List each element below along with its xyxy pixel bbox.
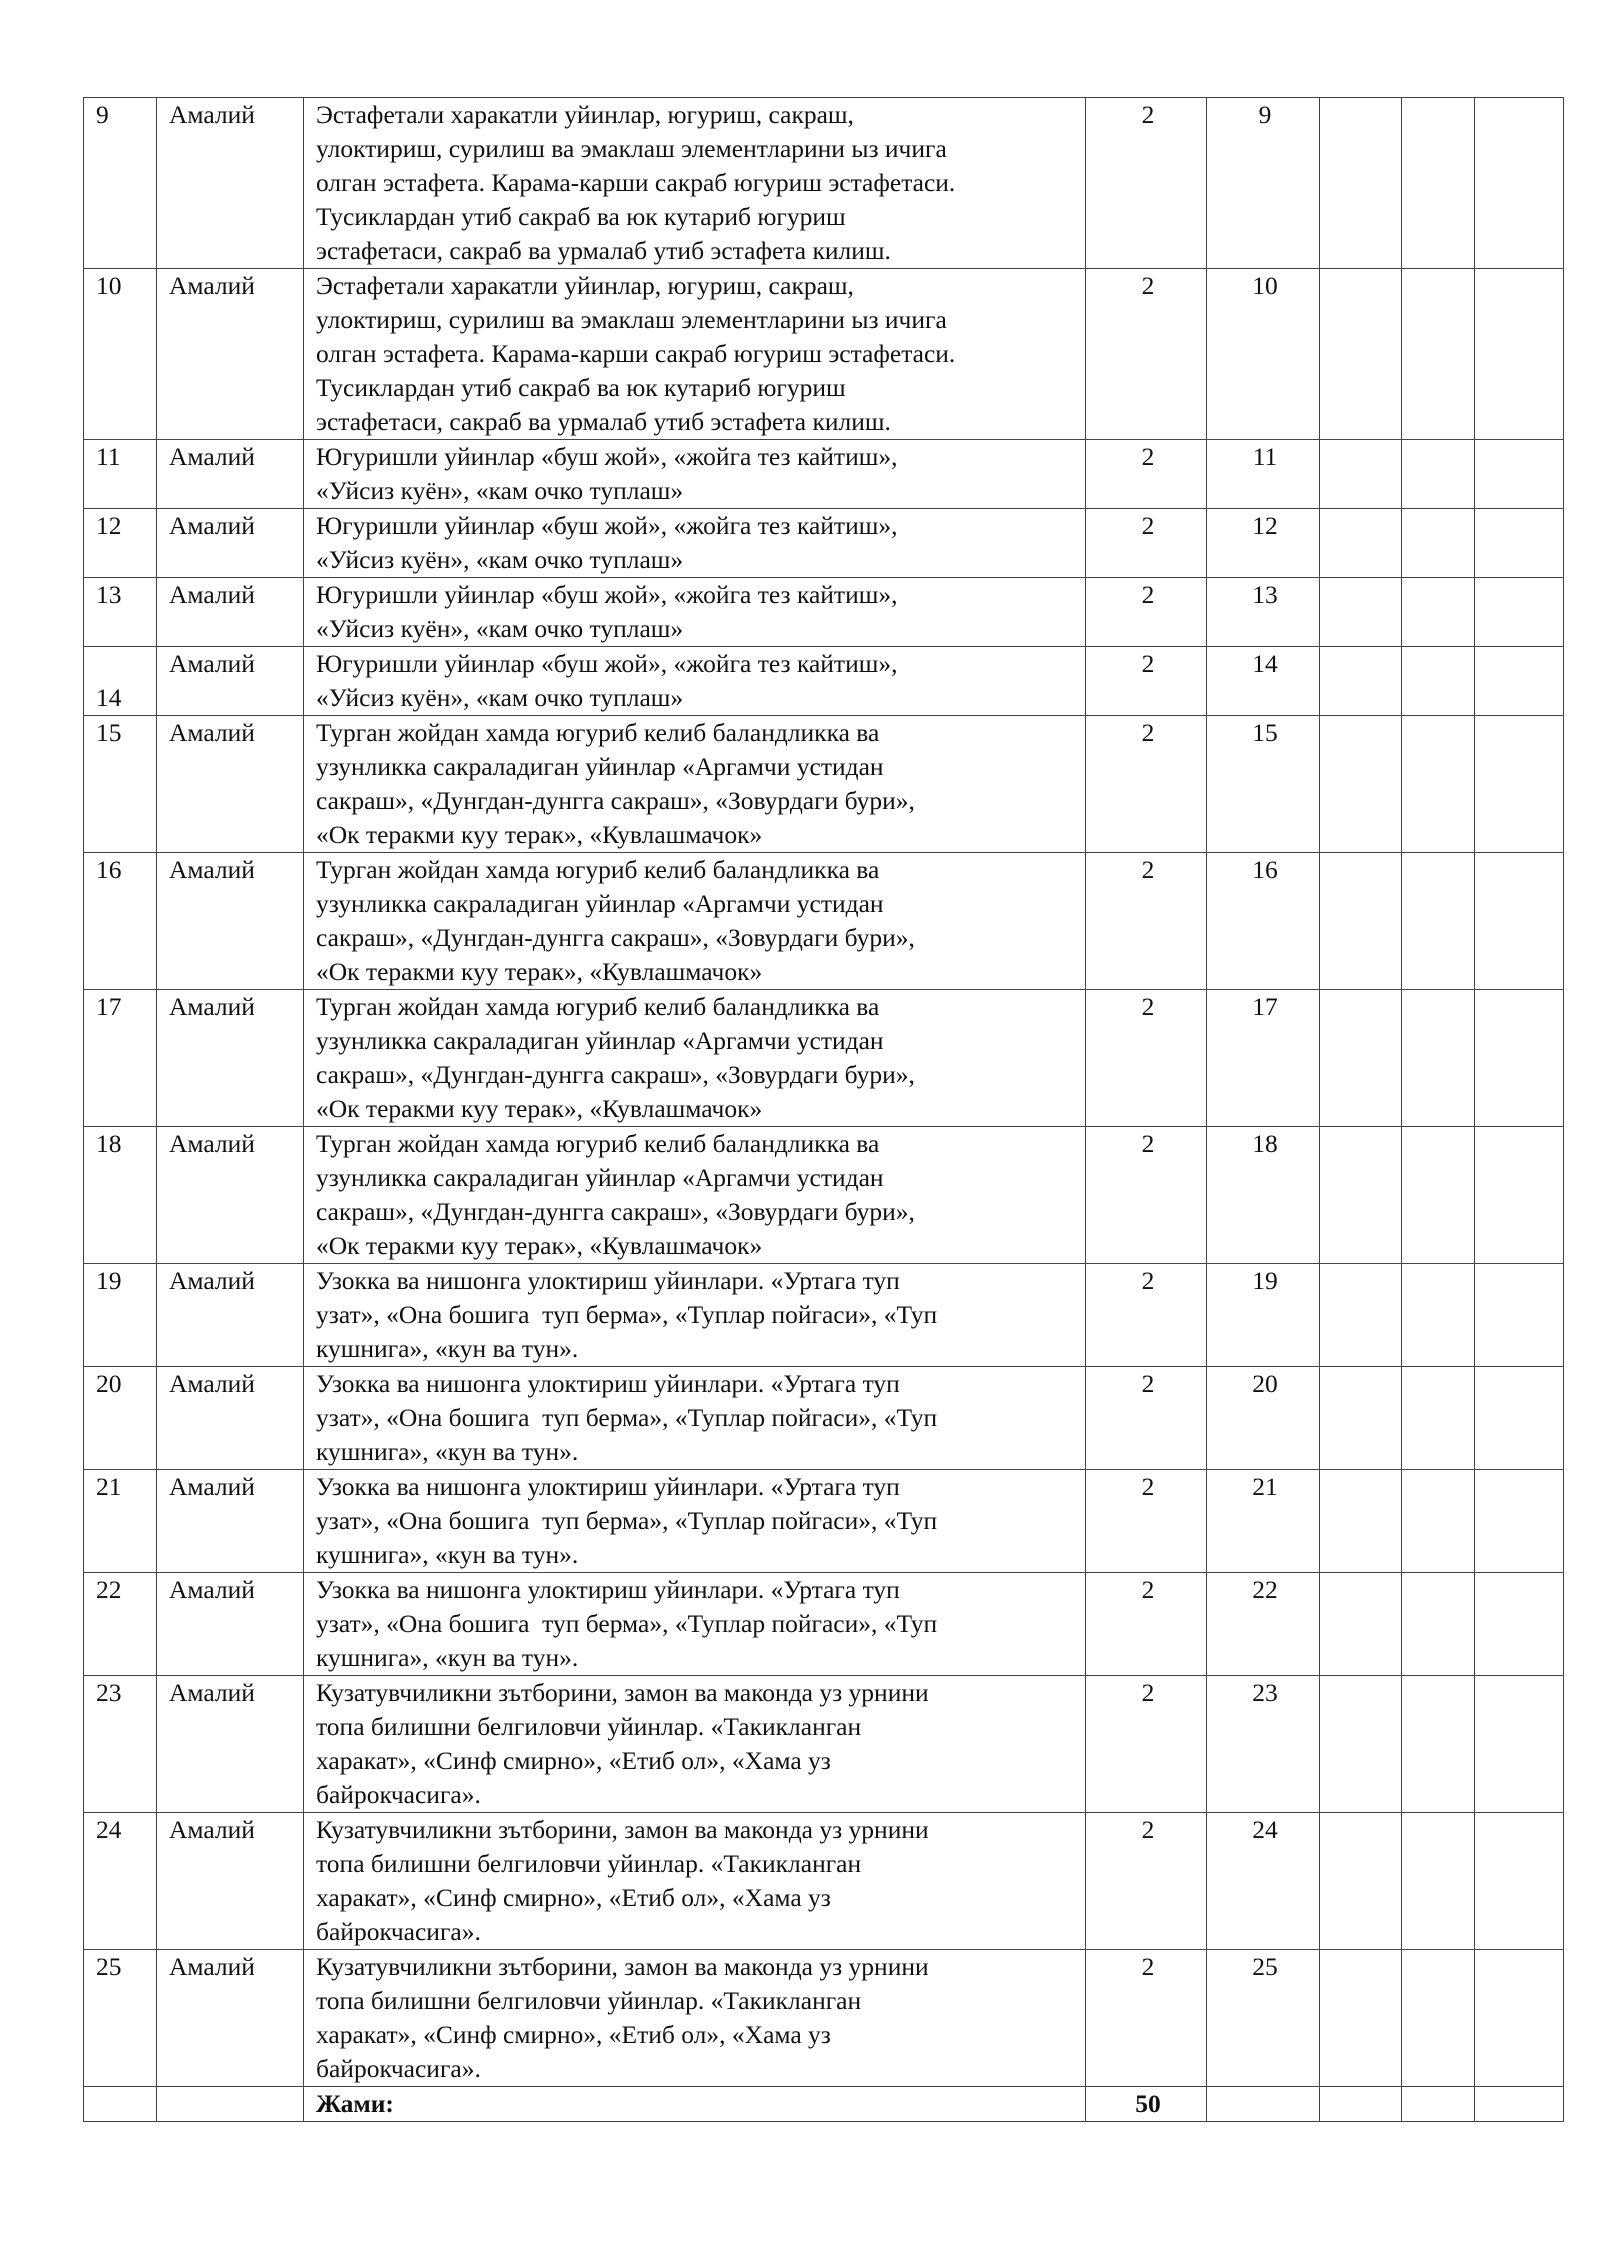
row-number: 17 — [84, 990, 157, 1127]
empty-cell — [1475, 1470, 1564, 1573]
lesson-topic — [304, 1367, 1086, 1470]
table-row — [84, 1573, 1564, 1676]
empty-cell — [1320, 716, 1402, 853]
topic-line: «Ок теракми куу терак», «Кувлашмачок» — [316, 1094, 763, 1123]
topic-line: олган эстафета. Карама-карши сакраб югуриш эстафетаси. — [316, 168, 956, 197]
lesson-type: Амалий — [157, 1470, 304, 1573]
topic-line: Тусиклардан утиб сакраб ва юк кутариб югуриш — [316, 373, 846, 402]
empty-cell — [1320, 1950, 1402, 2087]
empty-cell — [1320, 98, 1402, 269]
topic-line: топа билишни белгиловчи уйинлар. «Такикланган — [316, 1849, 862, 1878]
row-number: 23 — [84, 1676, 157, 1813]
topic-line: топа билишни белгиловчи уйинлар. «Такикланган — [316, 1986, 862, 2015]
lesson-topic — [304, 1127, 1086, 1264]
empty-cell — [1475, 1127, 1564, 1264]
lesson-type: Амалий — [157, 1127, 304, 1264]
topic-line: Узокка ва нишонга улоктириш уйинлари. «Уртага туп — [316, 1575, 900, 1604]
topic-line: байрокчасига». — [316, 2054, 481, 2083]
empty-cell — [1402, 1367, 1475, 1470]
topic-line: Югуришли уйинлар «буш жой», «жойга тез кайтиш», — [316, 649, 898, 678]
empty-cell — [1475, 1676, 1564, 1813]
lesson-sequence: 23 — [1207, 1676, 1320, 1813]
lesson-sequence: 10 — [1207, 269, 1320, 440]
lesson-plan-table — [83, 97, 1564, 2122]
empty-cell — [1402, 98, 1475, 269]
topic-line: сакраш», «Дунгдан-дунгга сакраш», «Зовурдаги бури», — [316, 923, 915, 952]
lesson-topic — [304, 98, 1086, 269]
table-row — [84, 1676, 1564, 1813]
lesson-topic — [304, 1676, 1086, 1813]
empty-cell — [1402, 1950, 1475, 2087]
lesson-hours: 2 — [1086, 716, 1207, 853]
empty-cell — [1402, 990, 1475, 1127]
topic-line: эстафетаси, сакраб ва урмалаб утиб эстафета килиш. — [316, 407, 891, 436]
table-row — [84, 1950, 1564, 2087]
topic-line: байрокчасига». — [316, 1780, 481, 1809]
empty-cell — [1320, 1470, 1402, 1573]
topic-line: Турган жойдан хамда югуриб келиб баландликка ва — [316, 718, 880, 747]
lesson-hours: 2 — [1086, 1367, 1207, 1470]
topic-line: кушнига», «кун ва тун». — [316, 1643, 579, 1672]
empty-cell — [1402, 269, 1475, 440]
lesson-topic — [304, 1470, 1086, 1573]
empty-cell — [1475, 1367, 1564, 1470]
lesson-sequence: 20 — [1207, 1367, 1320, 1470]
lesson-hours: 2 — [1086, 1573, 1207, 1676]
table-body — [84, 98, 1564, 2087]
topic-line: Югуришли уйинлар «буш жой», «жойга тез кайтиш», — [316, 580, 898, 609]
empty-cell — [1320, 647, 1402, 716]
lesson-hours: 2 — [1086, 1676, 1207, 1813]
row-number: 14 — [84, 647, 157, 716]
topic-line: «Уйсиз куён», «кам очко туплаш» — [316, 476, 684, 505]
empty-cell — [1475, 1950, 1564, 2087]
topic-line: «Ок теракми куу терак», «Кувлашмачок» — [316, 820, 763, 849]
lesson-sequence: 9 — [1207, 98, 1320, 269]
row-number: 10 — [84, 269, 157, 440]
table-row — [84, 1127, 1564, 1264]
topic-line: Кузатувчиликни зътборини, замон ва маконда уз урнини — [316, 1815, 929, 1844]
topic-line: «Уйсиз куён», «кам очко туплаш» — [316, 545, 684, 574]
empty-cell — [1475, 716, 1564, 853]
lesson-hours: 2 — [1086, 578, 1207, 647]
topic-line: узунликка сакраладиган уйинлар «Аргамчи устидан — [316, 1163, 884, 1192]
total-label: Жами: — [304, 2087, 1086, 2122]
row-number: 22 — [84, 1573, 157, 1676]
lesson-sequence: 25 — [1207, 1950, 1320, 2087]
topic-line: сакраш», «Дунгдан-дунгга сакраш», «Зовурдаги бури», — [316, 1060, 915, 1089]
topic-line: Турган жойдан хамда югуриб келиб баландликка ва — [316, 1129, 880, 1158]
topic-line: «Ок теракми куу терак», «Кувлашмачок» — [316, 1231, 763, 1260]
topic-line: «Уйсиз куён», «кам очко туплаш» — [316, 683, 684, 712]
empty-cell — [1320, 853, 1402, 990]
lesson-hours: 2 — [1086, 1127, 1207, 1264]
topic-line: узунликка сакраладиган уйинлар «Аргамчи устидан — [316, 889, 884, 918]
table-row — [84, 853, 1564, 990]
empty-cell — [1475, 269, 1564, 440]
row-number: 15 — [84, 716, 157, 853]
topic-line: узунликка сакраладиган уйинлар «Аргамчи устидан — [316, 752, 884, 781]
topic-line: Югуришли уйинлар «буш жой», «жойга тез кайтиш», — [316, 442, 898, 471]
row-number: 24 — [84, 1813, 157, 1950]
total-empty-cell — [1402, 2087, 1475, 2122]
topic-line: топа билишни белгиловчи уйинлар. «Такикланган — [316, 1712, 862, 1741]
lesson-topic — [304, 1573, 1086, 1676]
lesson-type: Амалий — [157, 990, 304, 1127]
total-empty-cell — [1475, 2087, 1564, 2122]
empty-cell — [1402, 1470, 1475, 1573]
topic-line: Турган жойдан хамда югуриб келиб баландликка ва — [316, 992, 880, 1021]
topic-line: «Уйсиз куён», «кам очко туплаш» — [316, 614, 684, 643]
table-row — [84, 509, 1564, 578]
empty-cell — [1320, 1813, 1402, 1950]
empty-cell — [1320, 269, 1402, 440]
row-number: 12 — [84, 509, 157, 578]
lesson-hours: 2 — [1086, 440, 1207, 509]
total-hours: 50 — [1086, 2087, 1207, 2122]
table-row — [84, 716, 1564, 853]
topic-line: узунликка сакраладиган уйинлар «Аргамчи устидан — [316, 1026, 884, 1055]
table-row — [84, 1813, 1564, 1950]
table-row — [84, 1367, 1564, 1470]
lesson-type: Амалий — [157, 1676, 304, 1813]
empty-cell — [1475, 990, 1564, 1127]
lesson-type: Амалий — [157, 1813, 304, 1950]
lesson-topic — [304, 1950, 1086, 2087]
lesson-type: Амалий — [157, 1264, 304, 1367]
lesson-sequence: 22 — [1207, 1573, 1320, 1676]
lesson-sequence: 12 — [1207, 509, 1320, 578]
lesson-hours: 2 — [1086, 509, 1207, 578]
lesson-sequence: 18 — [1207, 1127, 1320, 1264]
topic-line: Эстафетали харакатли уйинлар, югуриш, сакраш, — [316, 271, 854, 300]
topic-line: сакраш», «Дунгдан-дунгга сакраш», «Зовурдаги бури», — [316, 786, 915, 815]
empty-cell — [1475, 647, 1564, 716]
empty-cell — [1402, 440, 1475, 509]
topic-line: Узокка ва нишонга улоктириш уйинлари. «Уртага туп — [316, 1472, 900, 1501]
topic-line: харакат», «Синф смирно», «Етиб ол», «Хама уз — [316, 2020, 831, 2049]
lesson-sequence: 24 — [1207, 1813, 1320, 1950]
topic-line: узат», «Она бошига туп берма», «Туплар пойгаси», «Туп — [316, 1403, 938, 1432]
lesson-hours: 2 — [1086, 1950, 1207, 2087]
lesson-type: Амалий — [157, 98, 304, 269]
empty-cell — [1320, 1573, 1402, 1676]
empty-cell — [1320, 1264, 1402, 1367]
empty-cell — [1320, 1676, 1402, 1813]
total-row — [84, 2087, 1564, 2122]
lesson-hours: 2 — [1086, 1264, 1207, 1367]
total-empty-cell — [84, 2087, 157, 2122]
topic-line: кушнига», «кун ва тун». — [316, 1334, 579, 1363]
topic-line: Кузатувчиликни зътборини, замон ва маконда уз урнини — [316, 1678, 929, 1707]
lesson-hours: 2 — [1086, 1813, 1207, 1950]
row-number: 25 — [84, 1950, 157, 2087]
lesson-sequence: 14 — [1207, 647, 1320, 716]
lesson-topic — [304, 716, 1086, 853]
topic-line: кушнига», «кун ва тун». — [316, 1540, 579, 1569]
topic-line: харакат», «Синф смирно», «Етиб ол», «Хама уз — [316, 1746, 831, 1775]
empty-cell — [1402, 853, 1475, 990]
table-row — [84, 1264, 1564, 1367]
topic-line: Узокка ва нишонга улоктириш уйинлари. «Уртага туп — [316, 1369, 900, 1398]
lesson-type: Амалий — [157, 1367, 304, 1470]
topic-line: харакат», «Синф смирно», «Етиб ол», «Хама уз — [316, 1883, 831, 1912]
lesson-hours: 2 — [1086, 853, 1207, 990]
table-row — [84, 1470, 1564, 1573]
topic-line: Кузатувчиликни зътборини, замон ва маконда уз урнини — [316, 1952, 929, 1981]
empty-cell — [1475, 1813, 1564, 1950]
empty-cell — [1475, 1264, 1564, 1367]
lesson-hours: 2 — [1086, 990, 1207, 1127]
topic-line: Турган жойдан хамда югуриб келиб баландликка ва — [316, 855, 880, 884]
topic-line: Узокка ва нишонга улоктириш уйинлари. «Уртага туп — [316, 1266, 900, 1295]
lesson-type: Амалий — [157, 647, 304, 716]
empty-cell — [1475, 509, 1564, 578]
topic-line: олган эстафета. Карама-карши сакраб югуриш эстафетаси. — [316, 339, 956, 368]
lesson-type: Амалий — [157, 716, 304, 853]
topic-line: Югуришли уйинлар «буш жой», «жойга тез кайтиш», — [316, 511, 898, 540]
lesson-sequence: 13 — [1207, 578, 1320, 647]
topic-line: Эстафетали харакатли уйинлар, югуриш, сакраш, — [316, 100, 854, 129]
empty-cell — [1402, 1676, 1475, 1813]
empty-cell — [1320, 440, 1402, 509]
empty-cell — [1320, 509, 1402, 578]
table-row — [84, 990, 1564, 1127]
lesson-topic — [304, 1264, 1086, 1367]
table-row — [84, 269, 1564, 440]
topic-line: эстафетаси, сакраб ва урмалаб утиб эстафета килиш. — [316, 236, 891, 265]
row-number: 16 — [84, 853, 157, 990]
lesson-type: Амалий — [157, 269, 304, 440]
topic-line: улоктириш, сурилиш ва эмаклаш элементларини ыз ичига — [316, 305, 947, 334]
empty-cell — [1402, 1264, 1475, 1367]
lesson-topic — [304, 509, 1086, 578]
empty-cell — [1475, 853, 1564, 990]
empty-cell — [1320, 1127, 1402, 1264]
lesson-type: Амалий — [157, 578, 304, 647]
lesson-type: Амалий — [157, 1950, 304, 2087]
topic-line: узат», «Она бошига туп берма», «Туплар пойгаси», «Туп — [316, 1506, 938, 1535]
topic-line: сакраш», «Дунгдан-дунгга сакраш», «Зовурдаги бури», — [316, 1197, 915, 1226]
lesson-type: Амалий — [157, 1573, 304, 1676]
row-number: 21 — [84, 1470, 157, 1573]
topic-line: узат», «Она бошига туп берма», «Туплар пойгаси», «Туп — [316, 1300, 938, 1329]
lesson-type: Амалий — [157, 853, 304, 990]
lesson-sequence: 15 — [1207, 716, 1320, 853]
empty-cell — [1402, 1127, 1475, 1264]
empty-cell — [1402, 1813, 1475, 1950]
topic-line: улоктириш, сурилиш ва эмаклаш элементларини ыз ичига — [316, 134, 947, 163]
empty-cell — [1320, 990, 1402, 1127]
empty-cell — [1475, 440, 1564, 509]
empty-cell — [1475, 578, 1564, 647]
table-row — [84, 98, 1564, 269]
row-number: 11 — [84, 440, 157, 509]
lesson-sequence: 11 — [1207, 440, 1320, 509]
empty-cell — [1402, 578, 1475, 647]
topic-line: байрокчасига». — [316, 1917, 481, 1946]
row-number: 20 — [84, 1367, 157, 1470]
lesson-hours: 2 — [1086, 1470, 1207, 1573]
lesson-hours: 2 — [1086, 98, 1207, 269]
lesson-topic — [304, 853, 1086, 990]
lesson-hours: 2 — [1086, 269, 1207, 440]
lesson-sequence: 16 — [1207, 853, 1320, 990]
table-row — [84, 578, 1564, 647]
empty-cell — [1402, 647, 1475, 716]
total-empty-cell — [1320, 2087, 1402, 2122]
lesson-topic — [304, 990, 1086, 1127]
empty-cell — [1475, 98, 1564, 269]
total-empty-cell — [1207, 2087, 1320, 2122]
table-row — [84, 647, 1564, 716]
lesson-type: Амалий — [157, 509, 304, 578]
lesson-topic — [304, 269, 1086, 440]
empty-cell — [1475, 1573, 1564, 1676]
lesson-topic — [304, 578, 1086, 647]
lesson-sequence: 21 — [1207, 1470, 1320, 1573]
empty-cell — [1402, 1573, 1475, 1676]
lesson-hours: 2 — [1086, 647, 1207, 716]
topic-line: кушнига», «кун ва тун». — [316, 1437, 579, 1466]
table-row — [84, 440, 1564, 509]
row-number: 18 — [84, 1127, 157, 1264]
empty-cell — [1320, 1367, 1402, 1470]
topic-line: «Ок теракми куу терак», «Кувлашмачок» — [316, 957, 763, 986]
topic-line: узат», «Она бошига туп берма», «Туплар пойгаси», «Туп — [316, 1609, 938, 1638]
lesson-type: Амалий — [157, 440, 304, 509]
empty-cell — [1320, 578, 1402, 647]
row-number: 19 — [84, 1264, 157, 1367]
lesson-sequence: 17 — [1207, 990, 1320, 1127]
lesson-topic — [304, 1813, 1086, 1950]
lesson-sequence: 19 — [1207, 1264, 1320, 1367]
lesson-topic — [304, 440, 1086, 509]
empty-cell — [1402, 716, 1475, 853]
row-number: 13 — [84, 578, 157, 647]
row-number: 9 — [84, 98, 157, 269]
topic-line: Тусиклардан утиб сакраб ва юк кутариб югуриш — [316, 202, 846, 231]
total-empty-cell — [157, 2087, 304, 2122]
empty-cell — [1402, 509, 1475, 578]
lesson-topic — [304, 647, 1086, 716]
